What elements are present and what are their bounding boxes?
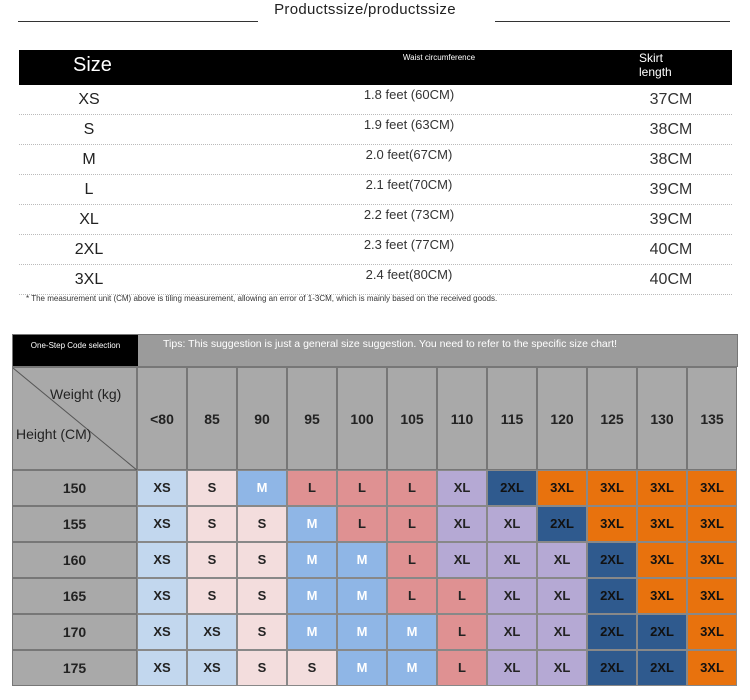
size-table-row: [19, 145, 732, 175]
size-recommendation-cell: L: [437, 578, 487, 614]
weight-column-header: 115: [487, 367, 537, 470]
waist-cell: 2.2 feet (73CM): [329, 207, 489, 222]
size-recommendation-cell: 3XL: [587, 506, 637, 542]
skirt-length-header: Skirt length: [639, 51, 672, 79]
size-recommendation-cell: S: [287, 650, 337, 686]
size-recommendation-cell: XS: [137, 470, 187, 506]
measurement-footnote: * The measurement unit (CM) above is tiling measurement, allowing an error of 1-3CM, which is mainly based on the received goods.: [26, 294, 498, 303]
corner-diagonal: [13, 368, 138, 471]
size-recommendation-cell: 3XL: [687, 650, 737, 686]
height-row-header: 150: [12, 470, 137, 506]
title-rule-left: [18, 21, 258, 22]
size-recommendation-cell: L: [387, 542, 437, 578]
weight-column-header: 95: [287, 367, 337, 470]
size-recommendation-cell: M: [287, 614, 337, 650]
size-recommendation-cell: 3XL: [687, 506, 737, 542]
size-recommendation-cell: XL: [487, 578, 537, 614]
size-recommendation-cell: S: [187, 506, 237, 542]
weight-column-header: 100: [337, 367, 387, 470]
size-table-row: [19, 205, 732, 235]
size-recommendation-cell: S: [237, 542, 287, 578]
skirt-length-cell: 40CM: [649, 271, 693, 288]
size-recommendation-cell: XL: [437, 470, 487, 506]
height-row-header: 160: [12, 542, 137, 578]
tips-text: Tips: This suggestion is just a general size suggestion. You need to refer to the specific size chart!: [163, 338, 618, 350]
size-recommendation-cell: 2XL: [587, 614, 637, 650]
skirt-length-cell: 39CM: [649, 181, 693, 198]
size-recommendation-cell: L: [437, 614, 487, 650]
weight-column-header: <80: [137, 367, 187, 470]
size-cell: 2XL: [74, 241, 104, 258]
size-cell: 3XL: [74, 271, 104, 288]
weight-column-header: 110: [437, 367, 487, 470]
size-recommendation-cell: XS: [137, 542, 187, 578]
size-recommendation-cell: XL: [537, 614, 587, 650]
size-recommendation-cell: XS: [137, 614, 187, 650]
waist-cell: 1.8 feet (60CM): [329, 87, 489, 102]
size-cell: XL: [79, 211, 99, 228]
size-recommendation-cell: XL: [537, 578, 587, 614]
skirt-length-cell: 38CM: [649, 121, 693, 138]
size-recommendation-cell: XL: [437, 542, 487, 578]
size-recommendation-cell: 2XL: [587, 578, 637, 614]
height-row-header: 165: [12, 578, 137, 614]
size-recommendation-cell: S: [237, 506, 287, 542]
skirt-length-cell: 37CM: [649, 91, 693, 108]
size-recommendation-cell: M: [287, 578, 337, 614]
weight-axis-label: Weight (kg): [50, 386, 122, 402]
weight-column-header: 125: [587, 367, 637, 470]
waist-cell: 2.3 feet (77CM): [329, 237, 489, 252]
size-recommendation-cell: 2XL: [587, 650, 637, 686]
size-recommendation-cell: 3XL: [587, 470, 637, 506]
size-cell: S: [83, 121, 95, 138]
size-recommendation-cell: M: [237, 470, 287, 506]
size-recommendation-cell: XL: [487, 614, 537, 650]
size-recommendation-cell: 3XL: [537, 470, 587, 506]
size-recommendation-cell: L: [337, 506, 387, 542]
waist-header: Waist circumference: [402, 53, 476, 62]
size-table-header: [19, 50, 732, 85]
size-recommendation-cell: 3XL: [687, 542, 737, 578]
weight-column-header: 90: [237, 367, 287, 470]
size-table-row: [19, 175, 732, 205]
size-recommendation-cell: 2XL: [637, 650, 687, 686]
size-recommendation-cell: L: [287, 470, 337, 506]
weight-column-header: 105: [387, 367, 437, 470]
height-axis-label: Height (CM): [16, 426, 92, 442]
size-recommendation-cell: 3XL: [637, 542, 687, 578]
height-row-header: 155: [12, 506, 137, 542]
size-recommendation-cell: M: [337, 578, 387, 614]
size-recommendation-cell: 3XL: [637, 578, 687, 614]
size-header: Size: [73, 54, 112, 76]
height-row-header: 170: [12, 614, 137, 650]
size-recommendation-cell: 2XL: [487, 470, 537, 506]
size-recommendation-cell: S: [237, 578, 287, 614]
size-recommendation-cell: S: [237, 650, 287, 686]
size-recommendation-cell: XS: [187, 650, 237, 686]
size-table-row: [19, 85, 732, 115]
waist-cell: 2.4 feet(80CM): [329, 267, 489, 282]
size-recommendation-cell: XS: [137, 506, 187, 542]
size-table-row: [19, 265, 732, 295]
size-recommendation-cell: M: [387, 650, 437, 686]
waist-cell: 1.9 feet (63CM): [329, 117, 489, 132]
size-table-row: [19, 235, 732, 265]
size-recommendation-cell: S: [237, 614, 287, 650]
one-step-code-label: One-Step Code selection: [13, 335, 138, 366]
size-recommendation-cell: L: [337, 470, 387, 506]
size-recommendation-cell: M: [337, 650, 387, 686]
size-cell: XS: [78, 91, 100, 108]
weight-column-header: 85: [187, 367, 237, 470]
size-recommendation-cell: 3XL: [637, 470, 687, 506]
size-recommendation-cell: L: [387, 470, 437, 506]
size-recommendation-cell: XL: [487, 506, 537, 542]
size-recommendation-cell: 3XL: [687, 470, 737, 506]
size-recommendation-cell: M: [287, 542, 337, 578]
size-recommendation-cell: L: [387, 506, 437, 542]
size-cell: M: [82, 151, 96, 168]
title-rule-right: [495, 21, 730, 22]
skirt-length-cell: 38CM: [649, 151, 693, 168]
size-recommendation-cell: 3XL: [637, 506, 687, 542]
size-recommendation-cell: S: [187, 470, 237, 506]
size-recommendation-cell: 3XL: [687, 578, 737, 614]
height-row-header: 175: [12, 650, 137, 686]
tips-bar: [12, 334, 738, 367]
size-recommendation-cell: L: [437, 650, 487, 686]
size-cell: L: [84, 181, 94, 198]
weight-column-header: 130: [637, 367, 687, 470]
skirt-length-cell: 39CM: [649, 211, 693, 228]
weight-column-header: 120: [537, 367, 587, 470]
size-recommendation-cell: M: [387, 614, 437, 650]
size-recommendation-cell: M: [337, 542, 387, 578]
weight-column-header: 135: [687, 367, 737, 470]
page-title: Productssize/productssize: [274, 1, 456, 18]
size-recommendation-cell: M: [287, 506, 337, 542]
size-table-row: [19, 115, 732, 145]
size-recommendation-cell: 2XL: [537, 506, 587, 542]
skirt-length-cell: 40CM: [649, 241, 693, 258]
size-recommendation-cell: XS: [137, 650, 187, 686]
size-recommendation-cell: XL: [537, 650, 587, 686]
size-recommendation-cell: M: [337, 614, 387, 650]
size-recommendation-cell: S: [187, 542, 237, 578]
size-recommendation-cell: XS: [137, 578, 187, 614]
size-recommendation-cell: XS: [187, 614, 237, 650]
size-recommendation-cell: 3XL: [687, 614, 737, 650]
size-recommendation-cell: S: [187, 578, 237, 614]
size-recommendation-cell: XL: [487, 650, 537, 686]
size-recommendation-cell: L: [387, 578, 437, 614]
grid-corner-header: [12, 367, 137, 470]
size-recommendation-cell: XL: [487, 542, 537, 578]
waist-cell: 2.0 feet(67CM): [329, 147, 489, 162]
size-recommendation-cell: 2XL: [637, 614, 687, 650]
size-recommendation-cell: XL: [437, 506, 487, 542]
waist-cell: 2.1 feet(70CM): [329, 177, 489, 192]
size-recommendation-cell: 2XL: [587, 542, 637, 578]
size-recommendation-cell: XL: [537, 542, 587, 578]
